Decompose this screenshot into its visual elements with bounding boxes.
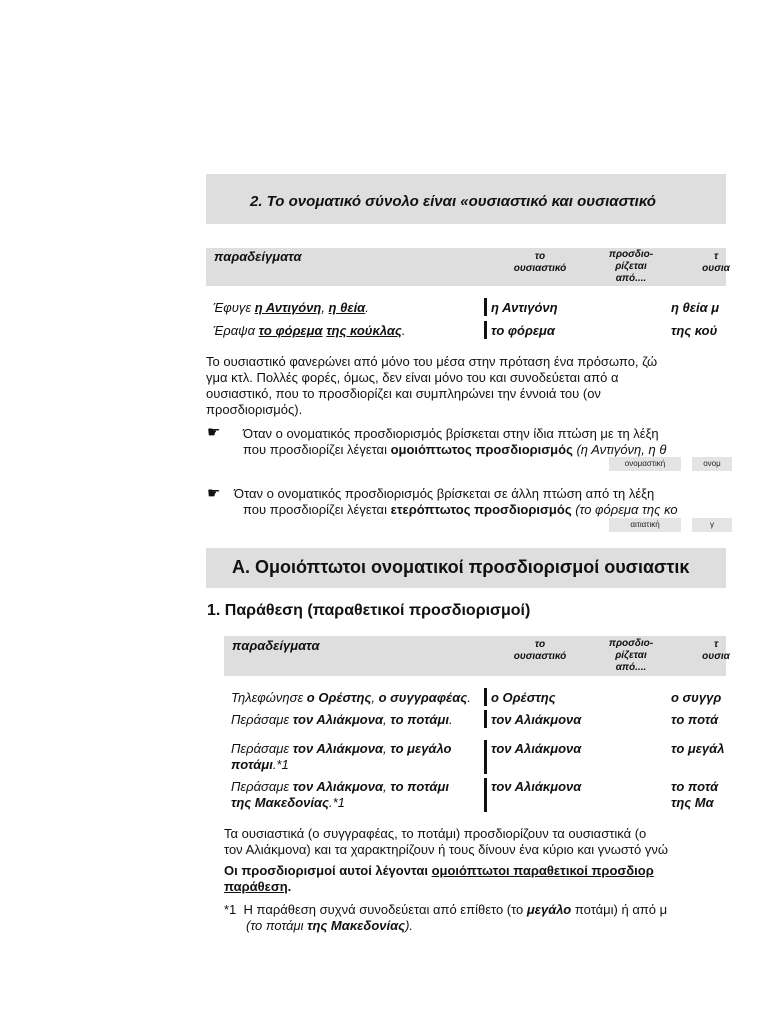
table-2-examples-header: παραδείγματα: [232, 638, 320, 653]
table-1-determined-header: προσδιο- ρίζεται από....: [608, 249, 654, 284]
table-1-row-2-divider: [484, 321, 487, 339]
table-2-row-3-example: Περάσαμε τον Αλιάκμονα, το μεγάλο ποτάμι.*1: [231, 741, 452, 772]
table-2-row-2-example: Περάσαμε τον Αλιάκμονα, το ποτάμι.: [231, 712, 453, 727]
bullet-2-line-1: Όταν ο ονοματικός προσδιορισμός βρίσκεται σε άλλη πτώση από τη λέξη: [234, 486, 655, 501]
case-tag-nominative-cut: ονομ: [692, 457, 732, 471]
table-2-row-3-noun: τον Αλιάκμονα: [491, 741, 582, 756]
paragraph-2: Τα ουσιαστικά (ο συγγραφέας, το ποτάμι) προσδιορίζουν τα ουσιαστικά (ο τον Αλιάκμονα) και τα χαρακτηρίζουν ή τους δίνουν ένα κύριο και γνωστό γνώ: [224, 826, 669, 857]
table-1-row-2-noun: το φόρεμα: [491, 323, 555, 338]
table-1-examples-header: παραδείγματα: [214, 249, 302, 264]
table-1-row-1-noun: η Αντιγόνη: [491, 300, 558, 315]
section-a-title: Α. Ομοιόπτωτοι ονοματικοί προσδιορισμοί ουσιαστικ: [232, 557, 690, 577]
table-2-noun-header: το ουσιαστικό: [513, 639, 567, 662]
bullet-2-line-2: που προσδιορίζει λέγεται ετερόπτωτος προσδιορισμός (το φόρεμα της κο: [243, 502, 678, 517]
table-2-row-2-attr: το ποτά: [671, 712, 719, 727]
table-2-row-4-divider: [484, 778, 487, 812]
paragraph-1: Το ουσιαστικό φανερώνει από μόνο του μέσα στην πρόταση ένα πρόσωπο, ζώ γμα κτλ. Πολλές φορές, όμως, δεν είναι μόνο του και συνοδεύεται από α ουσιαστικό, που το προσδιορίζει και συμπληρώνει την έννοιά του (ον προσδιορισμός).: [206, 354, 658, 417]
section-2-title: 2. Το ονοματικό σύνολο είναι «ουσιαστικό και ουσιαστικό: [250, 193, 656, 210]
case-tag-nominative: ονομαστική: [609, 457, 681, 471]
table-1-row-1-divider: [484, 298, 487, 316]
bullet-1-line-1: Όταν ο ονοματικός προσδιορισμός βρίσκεται στην ίδια πτώση με τη λέξη: [243, 426, 659, 441]
table-2-row-3-attr: το μεγάλ: [671, 741, 725, 756]
table-2-row-4-example: Περάσαμε τον Αλιάκμονα, το ποτάμι της Μακεδονίας.*1: [231, 779, 449, 810]
pointing-hand-icon: ☛: [207, 485, 221, 502]
case-tag-genitive-cut: γ: [692, 518, 732, 532]
table-2-row-3-divider: [484, 740, 487, 774]
table-2-row-2-divider: [484, 710, 487, 728]
table-2-row-1-example: Τηλεφώνησε ο Ορέστης, ο συγγραφέας.: [231, 690, 471, 705]
table-1-cut-header: τ ουσια: [702, 251, 730, 274]
table-1-row-1-example: Έφυγε η Αντιγόνη, η θεία.: [213, 300, 369, 315]
paragraph-3: Οι προσδιορισμοί αυτοί λέγονται ομοιόπτωτοι παραθετικοί προσδιορ παράθεση.: [224, 863, 654, 894]
footnote: *1 Η παράθεση συχνά συνοδεύεται από επίθετο (το μεγάλο ποτάμι) ή από μ (το ποτάμι της Μακεδονίας).: [224, 902, 668, 933]
table-2-row-1-noun: ο Ορέστης: [491, 690, 556, 705]
table-2-row-1-attr: ο συγγρ: [671, 690, 722, 705]
table-1-noun-header: το ουσιαστικό: [513, 251, 567, 274]
table-2-row-2-noun: τον Αλιάκμονα: [491, 712, 582, 727]
table-2-determined-header: προσδιο- ρίζεται από....: [608, 638, 654, 673]
case-tag-accusative: αιτιατική: [609, 518, 681, 532]
pointing-hand-icon: ☛: [207, 424, 221, 441]
table-1-row-2-example: Έραψα το φόρεμα της κούκλας.: [213, 323, 406, 338]
table-1-row-2-attr: της κού: [671, 323, 718, 338]
table-2-row-1-divider: [484, 688, 487, 706]
subsection-1-title: 1. Παράθεση (παραθετικοί προσδιορισμοί): [207, 602, 531, 619]
table-2-row-4-noun: τον Αλιάκμονα: [491, 779, 582, 794]
bullet-1-line-2: που προσδιορίζει λέγεται ομοιόπτωτος προσδιορισμός (η Αντιγόνη, η θ: [243, 442, 667, 457]
table-2-cut-header: τ ουσια: [702, 639, 730, 662]
table-1-row-1-attr: η θεία μ: [671, 300, 720, 315]
table-2-row-4-attr: το ποτά της Μα: [671, 779, 719, 810]
